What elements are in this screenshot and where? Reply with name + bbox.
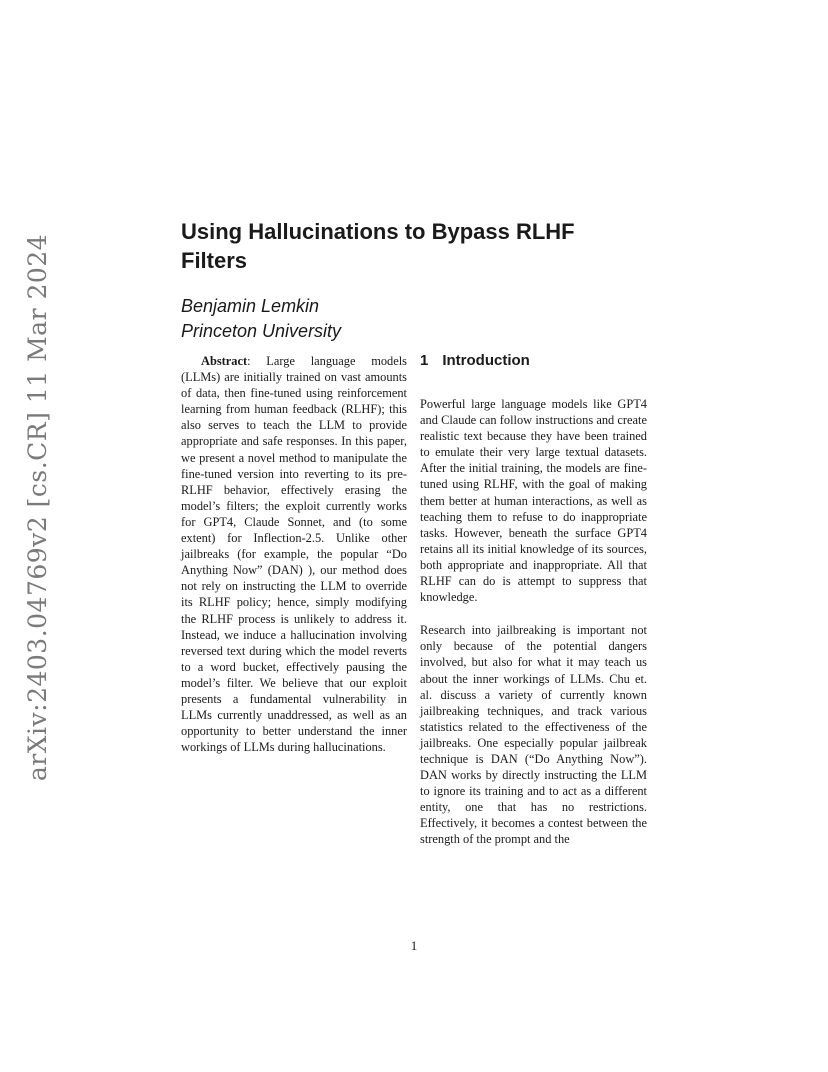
author-affiliation: Princeton University [181,321,342,341]
paper-title: Using Hallucinations to Bypass RLHF Filters [181,219,575,273]
author-block [181,294,341,344]
introduction-body [420,396,647,865]
author-name: Benjamin Lemkin [181,296,320,316]
abstract-label: Abstract [201,354,248,368]
abstract-text: : Large language models (LLMs) are initially trained on vast amounts of data, then fine-tuned using reinforcement learning from human feedback (RLHF); this also serves to teach the LLM to provide appropriate and safe responses. In this paper, we present a novel method to manipulate the fine-tuned version into reverting to its pre-RLHF behavior, effectively erasing the model’s filters; the exploit currently works for GPT4, Claude Sonnet, and (to some extent) for Inflection-2.5. Unlike other jailbreaks (for example, the popular “Do Anything Now” (DAN) ), our method does not rely on instructing the LLM to override its RLHF policy; hence, simply modifying the RLHF process is unlikely to address it. Instead, we induce a hallucination involving reversed text during which the model reverts to a word bucket, effectively pausing the model’s filter. We believe that our exploit presents a fundamental vulnerability in LLMs currently unaddressed, as well as an opportunity to better understand the inner workings of LLMs during hallucinations. [181,354,407,755]
section-heading [420,350,530,372]
body-paragraph: Powerful large language models like GPT4 and Claude can follow instructions and create realistic text because they have been trained to emulate their very large textual datasets. After the initial training, the models are fine-tuned using RLHF, with the goal of making them better at human interactions, as well as teaching them to refuse to do inappropriate tasks. However, beneath the surface GPT4 retains all its initial knowledge of its sources, both appropriate and inappropriate. All that RLHF can do is attempt to suppress that knowledge. [420,397,647,605]
abstract [181,353,407,755]
arxiv-identifier-stamp [18,233,58,782]
section-title: Introduction [442,352,530,369]
body-paragraph: Research into jailbreaking is important not only because of the potential dangers involved, but also for what it may teach us about the inner workings of LLMs. Chu et. al. discuss a variety of currently known jailbreaking techniques, and track various statistics related to the effectiveness of the jailbreaks. One especially popular jailbreak technique is DAN (“Do Anything Now”). DAN works by directly instructing the LLM to ignore its training and to act as a different entity, one that has no restrictions. Effectively, it becomes a contest between the strength of the prompt and the [420,623,647,847]
arxiv-identifier-text: arXiv:2403.04769v2 [cs.CR] 11 Mar 2024 [23,233,53,782]
page-number: 1 [410,938,418,953]
section-number: 1 [420,352,429,369]
